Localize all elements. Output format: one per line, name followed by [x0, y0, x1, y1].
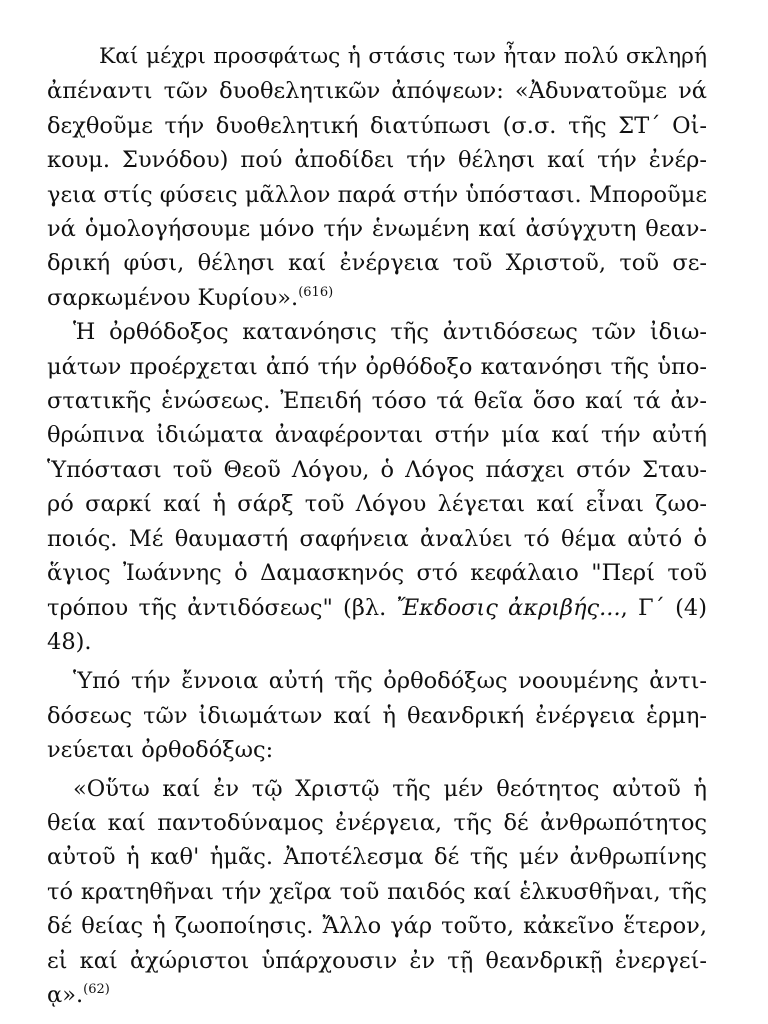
text-line: θρώπινα ἰδιώματα ἀναφέρονται στήν μία καί τήν αὐτή — [47, 422, 707, 449]
text-line: δέ θείας ἡ ζωοποίησις. Ἄλλο γάρ τοῦτο, κἀκεῖνο ἕτερον, — [47, 913, 707, 940]
text-line: κουμ. Συνόδου) πού ἀποδίδει τήν θέλησι καί τήν ἐνέρ- — [47, 147, 707, 174]
document-page — [47, 40, 707, 1012]
text-line: ρό σαρκί καί ἡ σάρξ τοῦ Λόγου λέγεται καί εἶναι ζωο- — [47, 491, 707, 518]
quotation-paragraph — [47, 772, 707, 1013]
text-line: θεία καί παντοδύναμος ἐνέργεια, τῆς δέ ἀνθρωπότητος — [47, 809, 707, 836]
text-line-last — [47, 281, 707, 315]
text-line: δρική φύσι, θέλησι καί ἐνέργεια τοῦ Χριστοῦ, τοῦ σε- — [47, 250, 707, 277]
text-line: «Οὕτω καί ἐν τῷ Χριστῷ τῆς μέν θεότητος αὐτοῦ ἡ — [73, 775, 707, 802]
text-line: δεχθοῦμε τήν δυοθελητική διατύπωσι (σ.σ. τῆς ΣΤ΄ Οἰ- — [47, 112, 707, 139]
footnote-marker: (62) — [83, 981, 110, 997]
text-line: Ὑπό τήν ἔννοια αὐτή τῆς ὀρθοδόξως νοουμένης ἀντι- — [73, 668, 707, 695]
text-line: δόσεως τῶν ἰδιωμάτων καί ἡ θεανδρική ἐνέργεια ἑρμη- — [47, 702, 707, 729]
text-line: Ὑπόστασι τοῦ Θεοῦ Λόγου, ὁ Λόγος πάσχει στόν Σταυ- — [47, 456, 707, 483]
text-line-last: 48). — [47, 628, 92, 655]
text-line: γεια στίς φύσεις μᾶλλον παρά στήν ὑπόστασι. Μποροῦμε — [47, 181, 707, 208]
text-line: εἰ καί ἀχώριστοι ὑπάρχουσιν ἐν τῇ θεανδρικῇ ἐνεργεί- — [47, 947, 707, 974]
text-line: στατικῆς ἑνώσεως. Ἐπειδή τόσο τά θεῖα ὅσο καί τά ἀν- — [47, 388, 707, 415]
text-line: Καί μέχρι προσφάτως ἡ στάσις των ἦταν πολύ σκληρή — [99, 44, 707, 69]
text-fragment: τρόπου τῆς ἀντιδόσεως" (βλ. — [47, 594, 397, 621]
text-line: μάτων προέρχεται ἀπό τήν ὀρθόδοξο κατανόησι τῆς ὑπο- — [47, 353, 707, 380]
text-fragment: σαρκωμένου Κυρίου». — [47, 284, 299, 311]
footnote-marker: (616) — [298, 284, 334, 300]
text-line: ποιός. Μέ θαυμαστή σαφήνεια ἀναλύει τό θέμα αὐτό ὁ — [47, 525, 707, 552]
paragraph-1 — [47, 40, 707, 315]
text-line-last: νεύεται ὀρθοδόξως: — [47, 737, 274, 764]
paragraph-3 — [47, 664, 707, 767]
text-line: ἀπέναντι τῶν δυοθελητικῶν ἀπόψεων: «Ἀδυνατοῦμε νά — [47, 78, 707, 105]
text-line: νά ὁμολογήσουμε μόνο τήν ἑνωμένη καί ἀσύγχυτη θεαν- — [47, 216, 707, 243]
text-fragment: , Γ΄ (4) — [620, 594, 707, 621]
text-line: Ἡ ὀρθόδοξος κατανόησις τῆς ἀντιδόσεως τῶν ἰδιω- — [73, 319, 707, 346]
book-title: Ἔκδοσις ἀκριβής... — [396, 594, 621, 621]
reference-line — [47, 591, 707, 625]
text-line: αὐτοῦ ἡ καθ' ἡμᾶς. Ἀποτέλεσμα δέ τῆς μέν ἀνθρωπίνης — [47, 844, 707, 871]
text-line-last — [47, 978, 707, 1012]
text-line: τό κρατηθῆναι τήν χεῖρα τοῦ παιδός καί ἑλκυσθῆναι, τῆς — [47, 878, 707, 905]
text-fragment: ᾳ». — [47, 981, 84, 1008]
text-line: ἅγιος Ἰωάννης ὁ Δαμασκηνός στό κεφάλαιο "Περί τοῦ — [47, 560, 707, 587]
paragraph-2 — [47, 315, 707, 659]
